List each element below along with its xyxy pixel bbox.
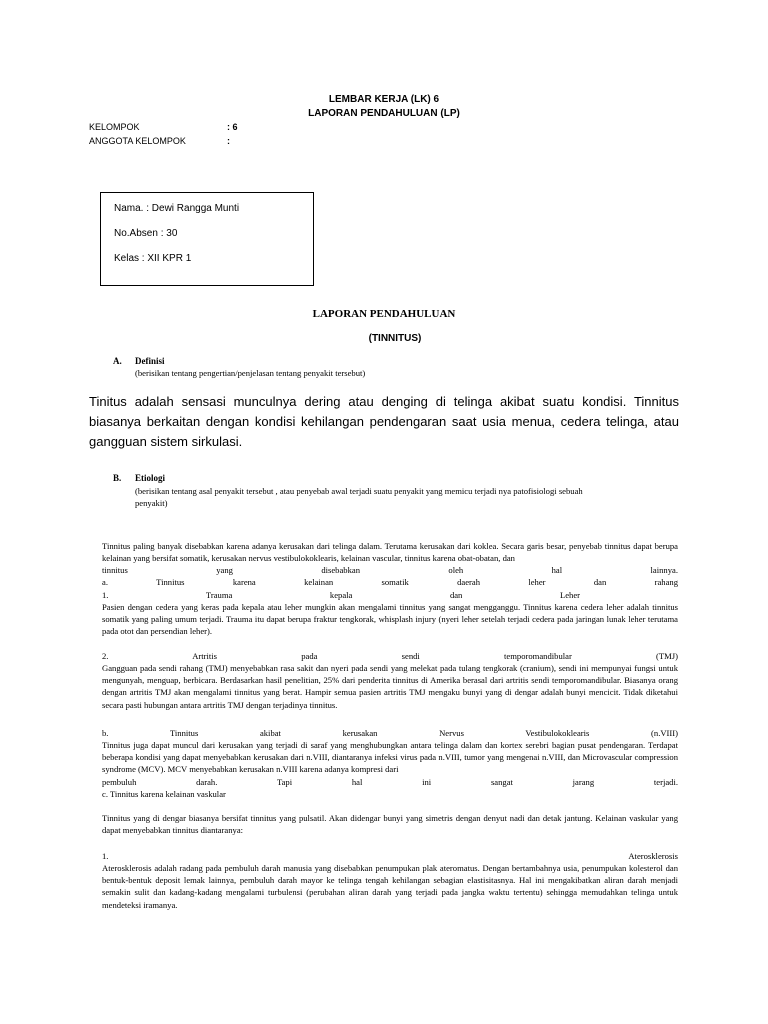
aterosklerosis-paragraph: Aterosklerosis adalah radang pada pembuluh darah manusia yang disebabkan penumpukan plak ateromatus. Dengan bertambahnya usia, penumpukan kolesterol dan bentuk-bentuk deposit lemak lainnya, pembuluh darah mayor ke telinga tengah kehilangan sebagian elastisitasnya. Hal ini mengakibatkan aliran darah menjadi semakin sulit dan kadang-kadang mengalami turbulensi (perubahan aliran darah yang terjadi pada jangka waktu tertentu) sehingga memudahkan telinga untuk mendeteksi iramanya. bbox=[102, 863, 678, 910]
vaskular-heading: c. Tinnitus karena kelainan vaskular bbox=[102, 789, 226, 799]
aterosklerosis-heading: 1. Aterosklerosis bbox=[102, 851, 678, 861]
etiologi-paragraph-1: Tinnitus paling banyak disebabkan karena adanya kerusakan dari telinga dalam. Terutama kerusakan dari koklea. Secara garis besar, penyebab tinnitus dapat berupa kelainan yang bersifat somatik, kerusakan nervus vestibulokoklearis, kelainan vascular, tinnitus karena obat-obatan, dan bbox=[102, 541, 678, 564]
anggota-value: : bbox=[227, 136, 230, 146]
kelompok-label: KELOMPOK bbox=[89, 122, 140, 132]
section-b-title: Etiologi bbox=[135, 473, 166, 483]
artritis-heading: 2. Artritis pada sendi temporomandibular (TMJ) bbox=[102, 651, 678, 661]
report-subtitle: (TINNITUS) bbox=[368, 333, 422, 344]
kelompok-value: : 6 bbox=[227, 122, 238, 132]
worksheet-subtitle: LAPORAN PENDAHULUAN (LP) bbox=[308, 108, 460, 119]
somatik-heading: a. Tinnitus karena kelainan somatik daerah leher dan rahang bbox=[102, 577, 678, 587]
section-a-hint: (berisikan tentang pengertian/penjelasan tentang penyakit tersebut) bbox=[135, 368, 366, 378]
nervus-paragraph: Tinnitus juga dapat muncul dari kerusakan yang terjadi di saraf yang menghubungkan antara telinga dalam dan kortex serebri bagian pusat pendengaran. Terdapat beberapa kondisi yang dapat menyebabkan kerusakan dari n.VIII, diantaranya infeksi virus pada n.VIII, tumor yang mengenai n.VIII, dan Microvascular compression syndrome (MCV). MCV menyebabkan kerusakan n.VIII karena adanya kompresi dari bbox=[102, 740, 678, 775]
section-a-marker: A. bbox=[113, 356, 122, 366]
nervus-heading: b. Tinnitus akibat kerusakan Nervus Vestibulokoklearis (n.VIII) bbox=[102, 728, 678, 738]
section-b-hint-2: penyakit) bbox=[135, 498, 168, 508]
artritis-paragraph: Gangguan pada sendi rahang (TMJ) menyebabkan rasa sakit dan nyeri pada sendi yang melekat pada tulang tengkorak (cranium), sendi ini mempunyai fungsi untuk mengunyah, menguap, berbicara. Berdasarkan hasil penelitian, 25% dari penderita tinnitus di Amerika berasal dari artritis sendi temporomandibular. Biasanya orang dengan artritis TMJ akan mengalami tinnitus yang berat. Hampir semua pasien artritis TMJ mengaku bunyi yang di dengar adalah bunyi mencicit. Tidak diketahui secara pasti hubungan antara artritis TMJ dengan terjadinya tinnitus. bbox=[102, 663, 678, 710]
etiologi-paragraph-1-end: tinnitus yang disebabkan oleh hal lainnya. bbox=[102, 565, 678, 575]
definisi-text: Tinitus adalah sensasi munculnya dering atau denging di telinga akibat suatu kondisi. Tinnitus biasanya berkaitan dengan kondisi kehilangan pendengaran saat usia menua, cedera telinga, atau gangguan sistem sirkulasi. bbox=[89, 394, 679, 449]
trauma-paragraph: Pasien dengan cedera yang keras pada kepala atau leher mungkin akan mengalami tinnitus yang sangat mengganggu. Tinnitus karena cedera leher adalah tinnitus somatik yang paling umum terjadi. Trauma itu dapat berupa fraktur tengkorak, whisplash injury (nyeri leher setelah terjadi cedera pada jaringan lunak leher terutama pada otot dan persendian leher). bbox=[102, 602, 678, 637]
section-b-hint-1: (berisikan tentang asal penyakit tersebut , atau penyebab awal terjadi suatu penyakit yang memicu terjadi nya patofisiologi sebuah bbox=[135, 486, 583, 496]
vaskular-paragraph: Tinnitus yang di dengar biasanya bersifat tinnitus yang pulsatil. Akan didengar bunyi yang simetris dengan denyut nadi dan detak jantung. Kelainan vaskular yang dapat menyebabkan tinnitus diantaranya: bbox=[102, 813, 678, 836]
kelas-field: Kelas : XII KPR 1 bbox=[114, 253, 192, 264]
report-title: LAPORAN PENDAHULUAN bbox=[312, 308, 456, 320]
worksheet-title: LEMBAR KERJA (LK) 6 bbox=[328, 94, 440, 105]
trauma-heading: 1. Trauma kepala dan Leher bbox=[102, 590, 580, 600]
anggota-label: ANGGOTA KELOMPOK bbox=[89, 136, 186, 146]
identity-box bbox=[100, 192, 314, 286]
nervus-paragraph-end: pembuluh darah. Tapi hal ini sangat jarang terjadi. bbox=[102, 777, 678, 787]
nama-field: Nama. : Dewi Rangga Munti bbox=[114, 203, 240, 214]
absen-field: No.Absen : 30 bbox=[114, 228, 178, 239]
section-a-title: Definisi bbox=[135, 356, 165, 366]
section-b-marker: B. bbox=[113, 473, 122, 483]
